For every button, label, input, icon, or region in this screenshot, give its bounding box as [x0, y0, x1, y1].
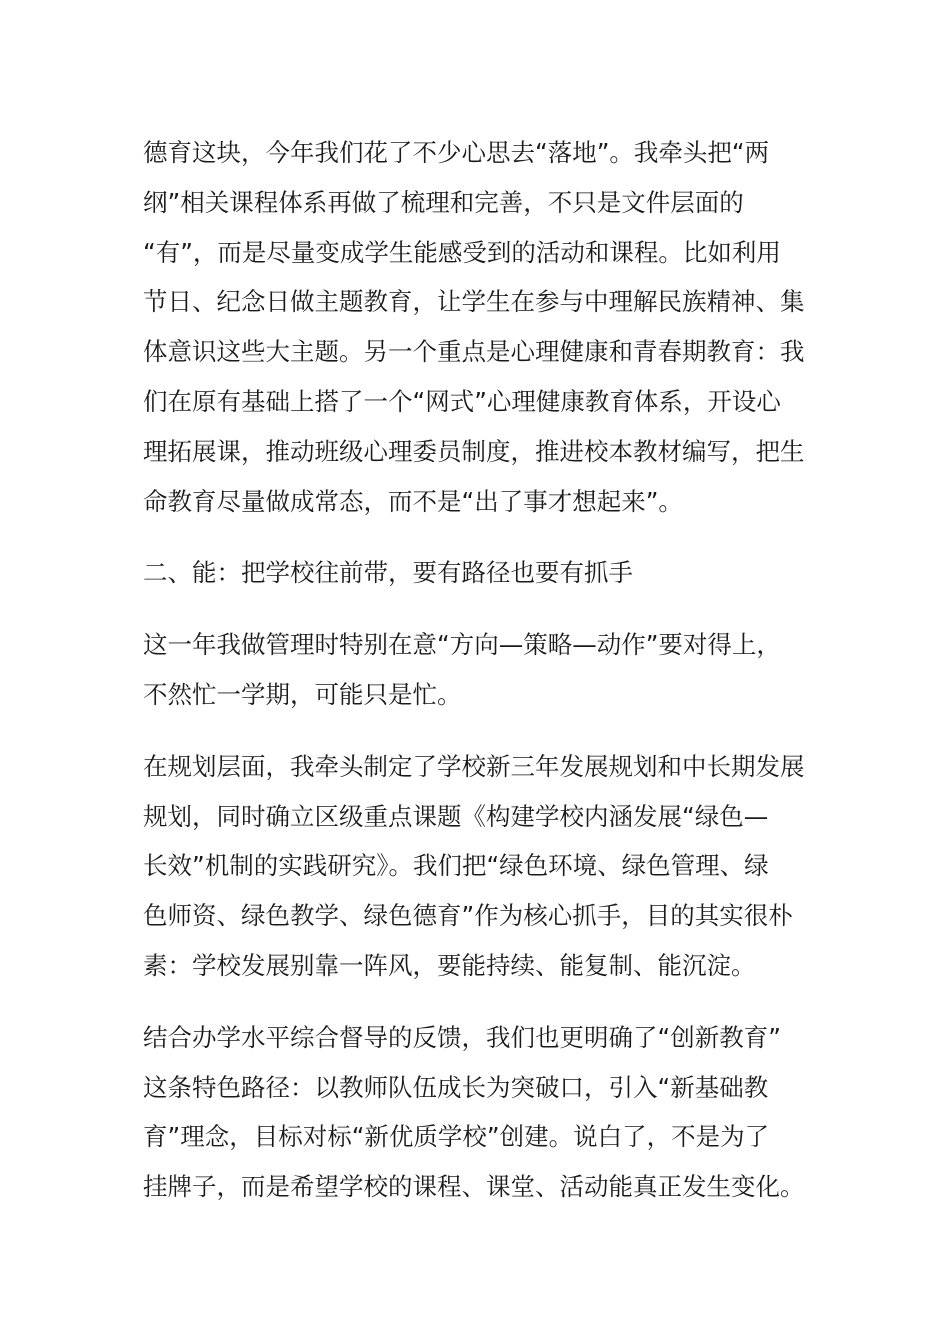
text-line: 们在原有基础上搭了一个“网式”心理健康教育体系，开设心 [143, 386, 781, 416]
paragraph-management-intro [143, 620, 803, 720]
text-line: 这条特色路径：以教师队伍成长为突破口，引入“新基础教 [143, 1072, 769, 1102]
text-line: 色师资、绿色教学、绿色德育”作为核心抓手，目的其实很朴 [143, 901, 793, 931]
text-line: “有”，而是尽量变成学生能感受到的活动和课程。比如利用 [143, 237, 781, 267]
text-line: 育”理念，目标对标“新优质学校”创建。说白了，不是为了 [143, 1122, 770, 1152]
paragraph-planning [143, 742, 803, 991]
text-line: 长效”机制的实践研究》。我们把“绿色环境、绿色管理、绿 [143, 851, 769, 881]
heading-line: 二、能：把学校往前带，要有路径也要有抓手 [143, 558, 633, 588]
text-line: 在规划层面，我牵头制定了学校新三年发展规划和中长期发展 [143, 751, 805, 781]
text-line: 纲”相关课程体系再做了梳理和完善，不只是文件层面的 [143, 187, 744, 217]
section-heading [143, 548, 803, 598]
text-line: 节日、纪念日做主题教育，让学生在参与中理解民族精神、集 [143, 287, 805, 317]
text-line: 不然忙一学期，可能只是忙。 [143, 679, 462, 709]
text-line: 结合办学水平综合督导的反馈，我们也更明确了“创新教育” [143, 1022, 781, 1052]
text-line: 素：学校发展别靠一阵风，要能持续、能复制、能沉淀。 [143, 950, 756, 980]
text-line: 规划，同时确立区级重点课题《构建学校内涵发展“绿色— [143, 801, 769, 831]
text-line: 这一年我做管理时特别在意“方向—策略—动作”要对得上， [143, 630, 781, 660]
document-body [143, 128, 803, 1234]
text-line: 体意识这些大主题。另一个重点是心理健康和青春期教育：我 [143, 337, 805, 367]
paragraph-moral-education [143, 128, 803, 526]
text-line: 理拓展课，推动班级心理委员制度，推进校本教材编写，把生 [143, 436, 805, 466]
text-line: 挂牌子，而是希望学校的课程、课堂、活动能真正发生变化。 [143, 1172, 805, 1202]
paragraph-innovation [143, 1013, 803, 1212]
text-line: 命教育尽量做成常态，而不是“出了事才想起来”。 [143, 486, 683, 516]
text-line: 德育这块，今年我们花了不少心思去“落地”。我牵头把“两 [143, 138, 770, 167]
